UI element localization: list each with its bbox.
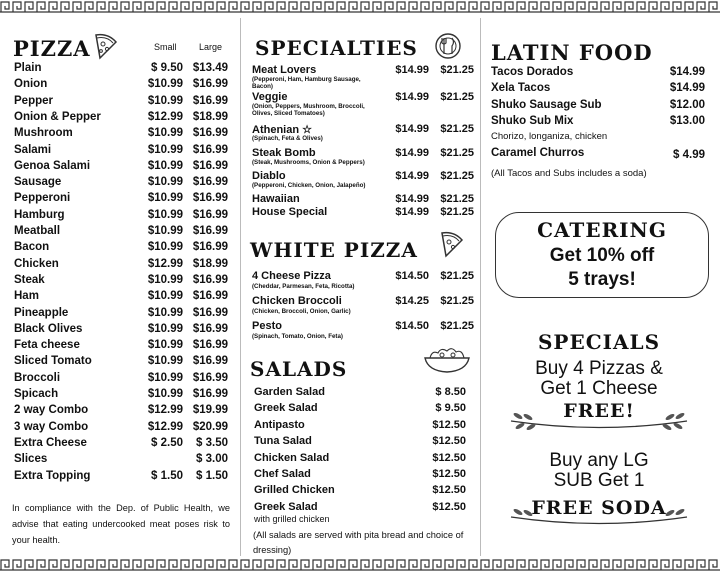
item-name: Spicach <box>14 388 59 400</box>
item-name: House Special <box>252 206 328 218</box>
item-name: Sliced Tomato <box>14 355 92 368</box>
item-price: $ 8.50 <box>435 386 466 398</box>
specialties-title: SPECIALTIES <box>255 36 418 60</box>
item-price-large: $21.25 <box>440 320 474 332</box>
item-price-small: $10.99 <box>147 322 183 335</box>
special-2-free: FREE SODA <box>531 497 667 519</box>
bottom-border <box>0 558 720 572</box>
salad-with-chicken-note: with grilled chicken <box>254 514 330 524</box>
item-price-large: $20.99 <box>192 420 228 433</box>
item-name: Chicken Broccoli <box>252 295 342 307</box>
item-price-small: $10.99 <box>147 159 183 172</box>
special-2-line-1: Buy any LG <box>549 450 649 471</box>
item-description: (Spinach, Feta & Olives) <box>252 135 323 142</box>
item-name: Genoa Salami <box>14 159 91 172</box>
item-price-large: $13.49 <box>192 62 228 74</box>
item-price-small: $14.99 <box>395 64 429 76</box>
salad-bowl-icon <box>422 344 472 374</box>
item-description: (Pepperoni, Ham, Hamburg Sausage, Bacon) <box>252 76 361 90</box>
item-price-small: $10.99 <box>147 388 183 400</box>
item-price-large: $21.25 <box>440 206 474 218</box>
item-price-large: $ 1.50 <box>196 469 228 482</box>
item-price: $13.00 <box>669 114 705 127</box>
item-price-small: $10.99 <box>147 371 183 384</box>
item-price-small: $10.99 <box>147 273 183 286</box>
item-price-large: $16.99 <box>192 339 228 352</box>
item-price: $14.99 <box>669 66 705 78</box>
item-name: Chef Salad <box>254 468 311 480</box>
item-name: Garden Salad <box>254 386 325 398</box>
item-name: Tacos Dorados <box>491 66 574 78</box>
item-price-large: $ 3.00 <box>196 453 228 466</box>
item-price: $12.50 <box>432 484 466 497</box>
item-name: Chicken <box>14 257 59 270</box>
item-price-small: $14.99 <box>395 91 429 103</box>
special-1-free: FREE! <box>563 400 635 422</box>
item-name: Black Olives <box>14 322 83 335</box>
item-price-large: $21.25 <box>440 123 474 135</box>
item-price: $ 9.50 <box>435 402 466 415</box>
catering-line-2: 5 trays! <box>568 269 636 290</box>
item-name: Pineapple <box>14 306 69 319</box>
column-divider <box>240 18 241 556</box>
item-description: (Pepperoni, Chicken, Onion, Jalapeño) <box>252 182 366 189</box>
special-1-line-1: Buy 4 Pizzas & <box>535 358 663 379</box>
item-description: (Steak, Mushrooms, Onion & Peppers) <box>252 159 365 166</box>
item-price: $12.50 <box>432 451 466 464</box>
item-name: Broccoli <box>14 371 61 384</box>
item-name: Hawaiian <box>252 193 300 205</box>
item-description: (Chicken, Broccoli, Onion, Garlic) <box>252 308 351 315</box>
item-description: (Cheddar, Parmesan, Feta, Ricotta) <box>252 283 355 290</box>
item-price: $12.50 <box>432 468 466 480</box>
special-2-line-2: SUB Get 1 <box>553 470 645 491</box>
item-price-large: $16.99 <box>192 94 228 107</box>
item-name: Shuko Sausage Sub <box>491 98 602 111</box>
item-name: Antipasto <box>254 418 305 431</box>
item-name: Shuko Sub Mix <box>491 114 574 127</box>
specials-title: SPECIALS <box>537 330 661 354</box>
item-price-large: $16.99 <box>192 225 228 237</box>
item-price-large: $16.99 <box>192 241 228 254</box>
item-price-small: $12.99 <box>147 257 183 270</box>
sub-description: Chorizo, longaniza, chicken <box>491 131 608 142</box>
item-name: Pepper <box>14 94 53 107</box>
salads-note: (All salads are served with pita bread and choice of dressing) <box>253 530 464 555</box>
item-price-small: $14.99 <box>395 170 429 182</box>
laurel-branch-icon <box>506 404 692 438</box>
small-size-label: Small <box>154 42 177 52</box>
item-price-large: $16.99 <box>192 192 228 205</box>
item-name: Steak Bomb <box>252 147 316 159</box>
specialties-column <box>246 18 476 556</box>
item-price-large: $21.25 <box>440 170 474 182</box>
catering-box <box>495 212 709 298</box>
item-name: Onion & Pepper <box>14 110 101 123</box>
item-name: Steak <box>14 273 45 286</box>
item-name: Pepperoni <box>14 192 71 205</box>
item-price-small: $10.99 <box>147 241 183 254</box>
item-name: Feta cheese <box>14 339 80 352</box>
item-name: Extra Cheese <box>14 436 87 449</box>
item-price: $12.00 <box>669 98 705 111</box>
laurel-branch-icon <box>506 500 692 534</box>
health-disclaimer: In compliance with the Dep. of Public Health, we advise that eating undercooked meat poses risk to your health. <box>12 503 230 545</box>
item-price-large: $19.99 <box>192 404 228 417</box>
item-name: Extra Topping <box>14 469 91 482</box>
item-price: $14.99 <box>669 82 705 95</box>
pizza-slice-icon <box>438 230 464 258</box>
item-name: Mushroom <box>14 127 73 140</box>
item-price-large: $16.99 <box>192 208 228 221</box>
salads-title: SALADS <box>250 357 348 381</box>
item-price-small: $10.99 <box>147 143 183 156</box>
item-price-large: $16.99 <box>192 273 228 286</box>
item-price-large: $21.25 <box>440 193 474 205</box>
item-price-small: $10.99 <box>147 78 183 91</box>
pizza-column <box>8 18 236 556</box>
item-name: Diablo <box>252 170 286 182</box>
item-name: Pesto <box>252 320 282 332</box>
item-name: 2 way Combo <box>14 404 89 417</box>
catering-line-1: Get 10% off <box>549 245 655 266</box>
item-price: $12.50 <box>432 418 466 431</box>
latin-column <box>486 18 712 556</box>
item-price-large: $21.25 <box>440 270 474 282</box>
item-price-large: $21.25 <box>440 147 474 159</box>
item-name: Meatball <box>14 225 61 237</box>
item-price-large: $18.99 <box>192 257 228 270</box>
item-price-small: $10.99 <box>147 339 183 352</box>
item-price-small: $10.99 <box>147 127 183 140</box>
item-price-small: $10.99 <box>147 355 183 368</box>
column-divider <box>480 18 481 556</box>
item-name: 3 way Combo <box>14 420 89 433</box>
item-name: Xela Tacos <box>491 82 551 95</box>
item-price-large: $16.99 <box>192 355 228 368</box>
pizza-title: PIZZA <box>13 36 91 61</box>
item-price-large: $21.25 <box>440 295 474 307</box>
item-name: Meat Lovers <box>252 64 317 76</box>
item-name: Ham <box>14 290 39 303</box>
white-pizza-title: WHITE PIZZA <box>250 238 418 262</box>
item-price-small: $10.99 <box>147 306 183 319</box>
item-price-small: $10.99 <box>147 192 183 205</box>
item-price-small: $10.99 <box>147 176 183 189</box>
item-price: $12.50 <box>432 435 466 448</box>
item-name: Salami <box>14 143 52 156</box>
item-price-small: $10.99 <box>147 290 183 303</box>
item-name: Hamburg <box>14 208 65 221</box>
item-name: Slices <box>14 453 48 466</box>
item-price-large: $16.99 <box>192 322 228 335</box>
item-price-large: $16.99 <box>192 127 228 140</box>
item-price-small: $14.99 <box>395 147 429 159</box>
special-1-line-2: Get 1 Cheese <box>540 378 658 399</box>
item-price-large: $16.99 <box>192 78 228 91</box>
item-name: Greek Salad <box>254 402 318 415</box>
top-border <box>0 0 720 14</box>
item-price-small: $ 2.50 <box>151 436 183 449</box>
item-price-small: $ 9.50 <box>151 62 183 74</box>
item-name: Greek Salad <box>254 500 318 513</box>
item-name: Sausage <box>14 176 62 189</box>
item-price-large: $21.25 <box>440 64 474 76</box>
item-price-large: $21.25 <box>440 91 474 103</box>
item-description: (Spinach, Tomato, Onion, Feta) <box>252 333 343 340</box>
item-name: Veggie <box>252 91 288 103</box>
item-name: Athenian ☆ <box>252 124 312 136</box>
latin-food-title: LATIN FOOD <box>491 40 653 65</box>
item-price-small: $14.50 <box>395 270 429 282</box>
greek-key-pattern <box>0 0 720 14</box>
item-price-small: $12.99 <box>147 420 183 433</box>
catering-title: CATERING <box>537 218 667 242</box>
greek-key-pattern <box>0 558 720 572</box>
item-name: Tuna Salad <box>254 435 312 448</box>
item-price-large: $16.99 <box>192 176 228 189</box>
item-price-large: $16.99 <box>192 306 228 319</box>
item-price: $12.50 <box>432 500 466 513</box>
item-name: Chicken Salad <box>254 451 330 464</box>
item-price-small: $10.99 <box>147 94 183 107</box>
pizza-slice-icon <box>92 32 118 60</box>
item-description: (Onion, Peppers, Mushroom, Broccoli, Olives, Sliced Tomatoes) <box>252 103 365 117</box>
item-price-small: $14.50 <box>395 320 429 332</box>
item-price-small: $12.99 <box>147 110 183 123</box>
item-name: Onion <box>14 78 48 91</box>
item-price-large: $16.99 <box>192 143 228 156</box>
item-price-large: $16.99 <box>192 388 228 400</box>
item-price-large: $ 3.50 <box>196 436 228 449</box>
item-price-large: $16.99 <box>192 159 228 172</box>
item-price-large: $16.99 <box>192 290 228 303</box>
cutlery-plate-icon <box>434 30 462 62</box>
item-price-small: $14.99 <box>395 193 429 205</box>
item-name: Grilled Chicken <box>254 484 335 497</box>
item-name: Plain <box>14 62 42 74</box>
item-name: 4 Cheese Pizza <box>252 270 331 282</box>
item-price-small: $12.99 <box>147 404 183 417</box>
item-price-small: $14.99 <box>395 123 429 135</box>
item-price-large: $16.99 <box>192 371 228 384</box>
item-price-large: $18.99 <box>192 110 228 123</box>
item-price-small: $14.25 <box>395 295 429 307</box>
item-name: Caramel Churros <box>491 147 585 159</box>
item-price-small: $10.99 <box>147 225 183 237</box>
item-price: $ 4.99 <box>673 149 705 161</box>
item-price-small: $14.99 <box>395 206 429 218</box>
latin-note: (All Tacos and Subs includes a soda) <box>491 168 647 179</box>
item-price-small: $10.99 <box>147 208 183 221</box>
large-size-label: Large <box>199 42 223 52</box>
item-name: Bacon <box>14 241 50 254</box>
item-price-small: $ 1.50 <box>151 469 183 482</box>
